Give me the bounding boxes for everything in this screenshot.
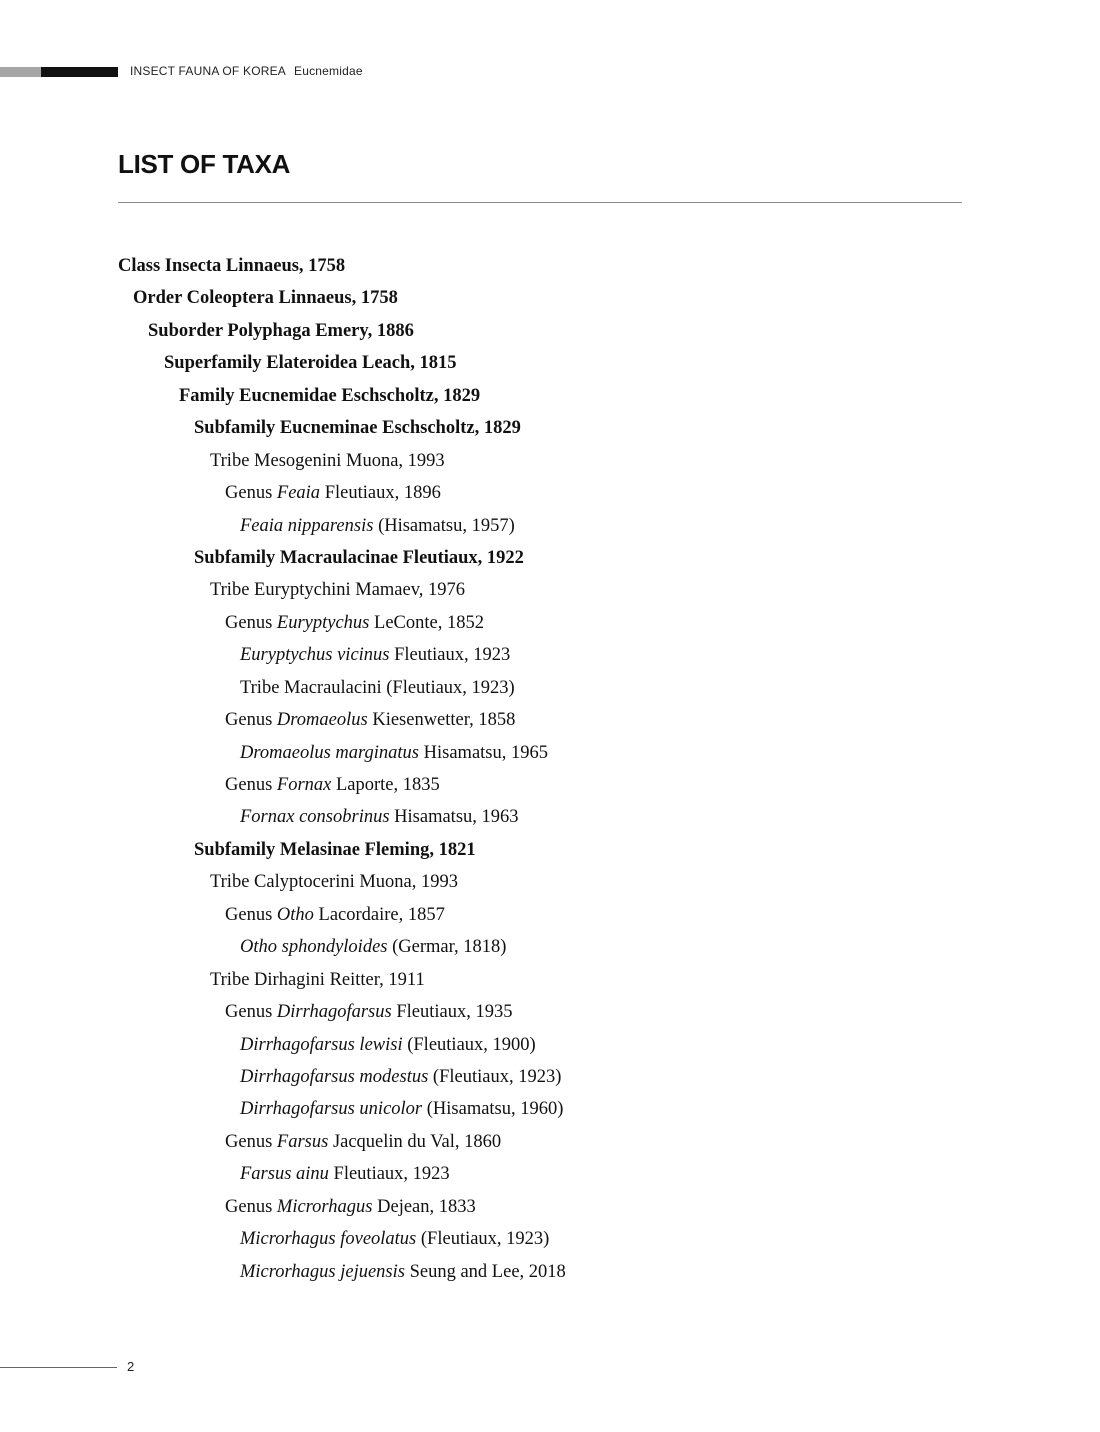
taxon-italic: Microrhagus jejuensis (240, 1261, 405, 1282)
taxon-italic: Otho (276, 904, 314, 925)
taxon-prefix: Genus (225, 904, 277, 925)
taxon-prefix: Genus (225, 775, 277, 795)
taxon-row (118, 932, 978, 964)
taxon-italic: Dirrhagofarsus unicolor (240, 1099, 423, 1120)
taxon-italic: Fornax consobrinus (240, 807, 390, 828)
taxon-prefix: Tribe Euryptychini Mamaev, 1976 (210, 580, 466, 601)
taxon-row (118, 802, 978, 834)
taxon-suffix: Fleutiaux, 1923 (328, 1164, 450, 1185)
taxon-prefix: Genus (225, 483, 277, 504)
taxon-italic: Feaia (276, 483, 321, 504)
taxon-row (118, 511, 978, 543)
title-divider (118, 202, 962, 203)
taxon-prefix: Family Eucnemidae Eschscholtz, 1829 (179, 385, 481, 406)
taxon-row (118, 608, 978, 640)
taxon-row (118, 770, 978, 802)
footer-rule (0, 1367, 117, 1368)
taxon-prefix: Subfamily Eucneminae Eschscholtz, 1829 (194, 418, 521, 439)
taxon-prefix: Class Insecta Linnaeus, 1758 (118, 256, 346, 276)
taxon-row (118, 1159, 978, 1191)
taxon-row (118, 478, 978, 510)
taxon-row (118, 900, 978, 932)
taxon-suffix: Fleutiaux, 1935 (391, 1002, 513, 1023)
taxon-italic: Dirrhagofarsus modestus (240, 1066, 429, 1087)
taxon-prefix: Subfamily Macraulacinae Fleutiaux, 1922 (194, 547, 524, 568)
page-number: 2 (127, 1359, 135, 1374)
taxon-row (118, 738, 978, 770)
taxon-row (118, 1030, 978, 1062)
taxon-suffix: (Fleutiaux, 1923) (428, 1066, 562, 1087)
taxon-suffix: Jacquelin du Val, 1860 (328, 1131, 502, 1152)
taxon-prefix: Genus (225, 710, 277, 731)
taxon-row (118, 283, 978, 315)
taxon-prefix: Tribe Mesogenini Muona, 1993 (210, 450, 445, 471)
taxon-italic: Otho sphondyloides (240, 937, 388, 958)
taxon-suffix: (Hisamatsu, 1957) (373, 515, 515, 536)
taxon-suffix: Hisamatsu, 1963 (389, 807, 519, 828)
taxon-prefix: Tribe Macraulacini (Fleutiaux, 1923) (240, 677, 515, 698)
taxon-row (118, 575, 978, 607)
taxon-row (118, 1127, 978, 1159)
taxon-row (118, 1094, 978, 1126)
taxon-italic: Euryptychus vicinus (240, 645, 390, 666)
taxon-row (118, 997, 978, 1029)
taxon-prefix: Subfamily Melasinae Fleming, 1821 (194, 839, 476, 860)
taxon-row (118, 640, 978, 672)
series-title: INSECT FAUNA OF KOREA (130, 64, 287, 78)
taxon-suffix: Fleutiaux, 1923 (389, 645, 511, 666)
taxon-suffix: (Fleutiaux, 1923) (416, 1229, 550, 1250)
running-head (130, 64, 363, 78)
taxon-prefix: Genus (225, 612, 277, 633)
taxon-italic: Dromaeolus (276, 710, 368, 731)
taxon-suffix: Hisamatsu, 1965 (419, 742, 548, 763)
taxon-suffix: Seung and Lee, 2018 (404, 1261, 566, 1282)
taxon-suffix: Lacordaire, 1857 (313, 904, 445, 925)
taxon-suffix: (Hisamatsu, 1960) (422, 1099, 564, 1120)
taxon-row (118, 835, 978, 867)
taxon-suffix: Laporte, 1835 (331, 775, 440, 795)
taxon-italic: Euryptychus (276, 612, 370, 633)
taxon-prefix: Superfamily Elateroidea Leach, 1815 (164, 353, 457, 374)
taxon-italic: Dirrhagofarsus lewisi (240, 1034, 403, 1055)
taxon-row (118, 1257, 978, 1289)
taxon-prefix: Suborder Polyphaga Emery, 1886 (148, 320, 414, 341)
taxon-italic: Farsus (276, 1131, 329, 1152)
taxon-row (118, 673, 978, 705)
taxon-italic: Fornax (276, 775, 332, 795)
taxon-italic: Microrhagus foveolatus (240, 1229, 417, 1250)
header-bar-black (41, 67, 118, 77)
taxon-prefix: Genus (225, 1131, 277, 1152)
taxon-row (118, 705, 978, 737)
taxon-row (118, 381, 978, 413)
taxon-suffix: (Fleutiaux, 1900) (402, 1034, 536, 1055)
taxon-row (118, 413, 978, 445)
header-bar-gray (0, 67, 41, 77)
taxon-prefix: Tribe Dirhagini Reitter, 1911 (210, 969, 425, 990)
taxon-suffix: (Germar, 1818) (387, 937, 507, 958)
taxon-row (118, 543, 978, 575)
taxon-italic: Dirrhagofarsus (276, 1002, 392, 1023)
taxon-row (118, 1192, 978, 1224)
taxon-prefix: Tribe Calyptocerini Muona, 1993 (210, 872, 459, 893)
page-title: LIST OF TAXA (118, 149, 291, 179)
taxon-row (118, 316, 978, 348)
taxon-prefix: Order Coleoptera Linnaeus, 1758 (133, 288, 398, 309)
taxon-italic: Farsus ainu (240, 1164, 329, 1185)
taxon-suffix: Kiesenwetter, 1858 (367, 710, 516, 731)
taxon-row (118, 1224, 978, 1256)
taxon-prefix: Genus (225, 1196, 277, 1217)
taxon-row (118, 965, 978, 997)
taxa-list (118, 251, 978, 1289)
family-name: Eucnemidae (294, 64, 363, 78)
taxon-row (118, 1062, 978, 1094)
taxon-prefix: Genus (225, 1002, 277, 1023)
taxon-suffix: Fleutiaux, 1896 (320, 483, 441, 504)
taxon-row (118, 446, 978, 478)
taxon-row (118, 348, 978, 380)
taxon-row (118, 867, 978, 899)
taxon-italic: Dromaeolus marginatus (240, 742, 420, 763)
taxon-italic: Feaia nipparensis (240, 515, 374, 536)
taxon-row (118, 251, 978, 283)
taxon-italic: Microrhagus (276, 1196, 373, 1217)
taxon-suffix: Dejean, 1833 (372, 1196, 476, 1217)
taxon-suffix: LeConte, 1852 (369, 612, 484, 633)
